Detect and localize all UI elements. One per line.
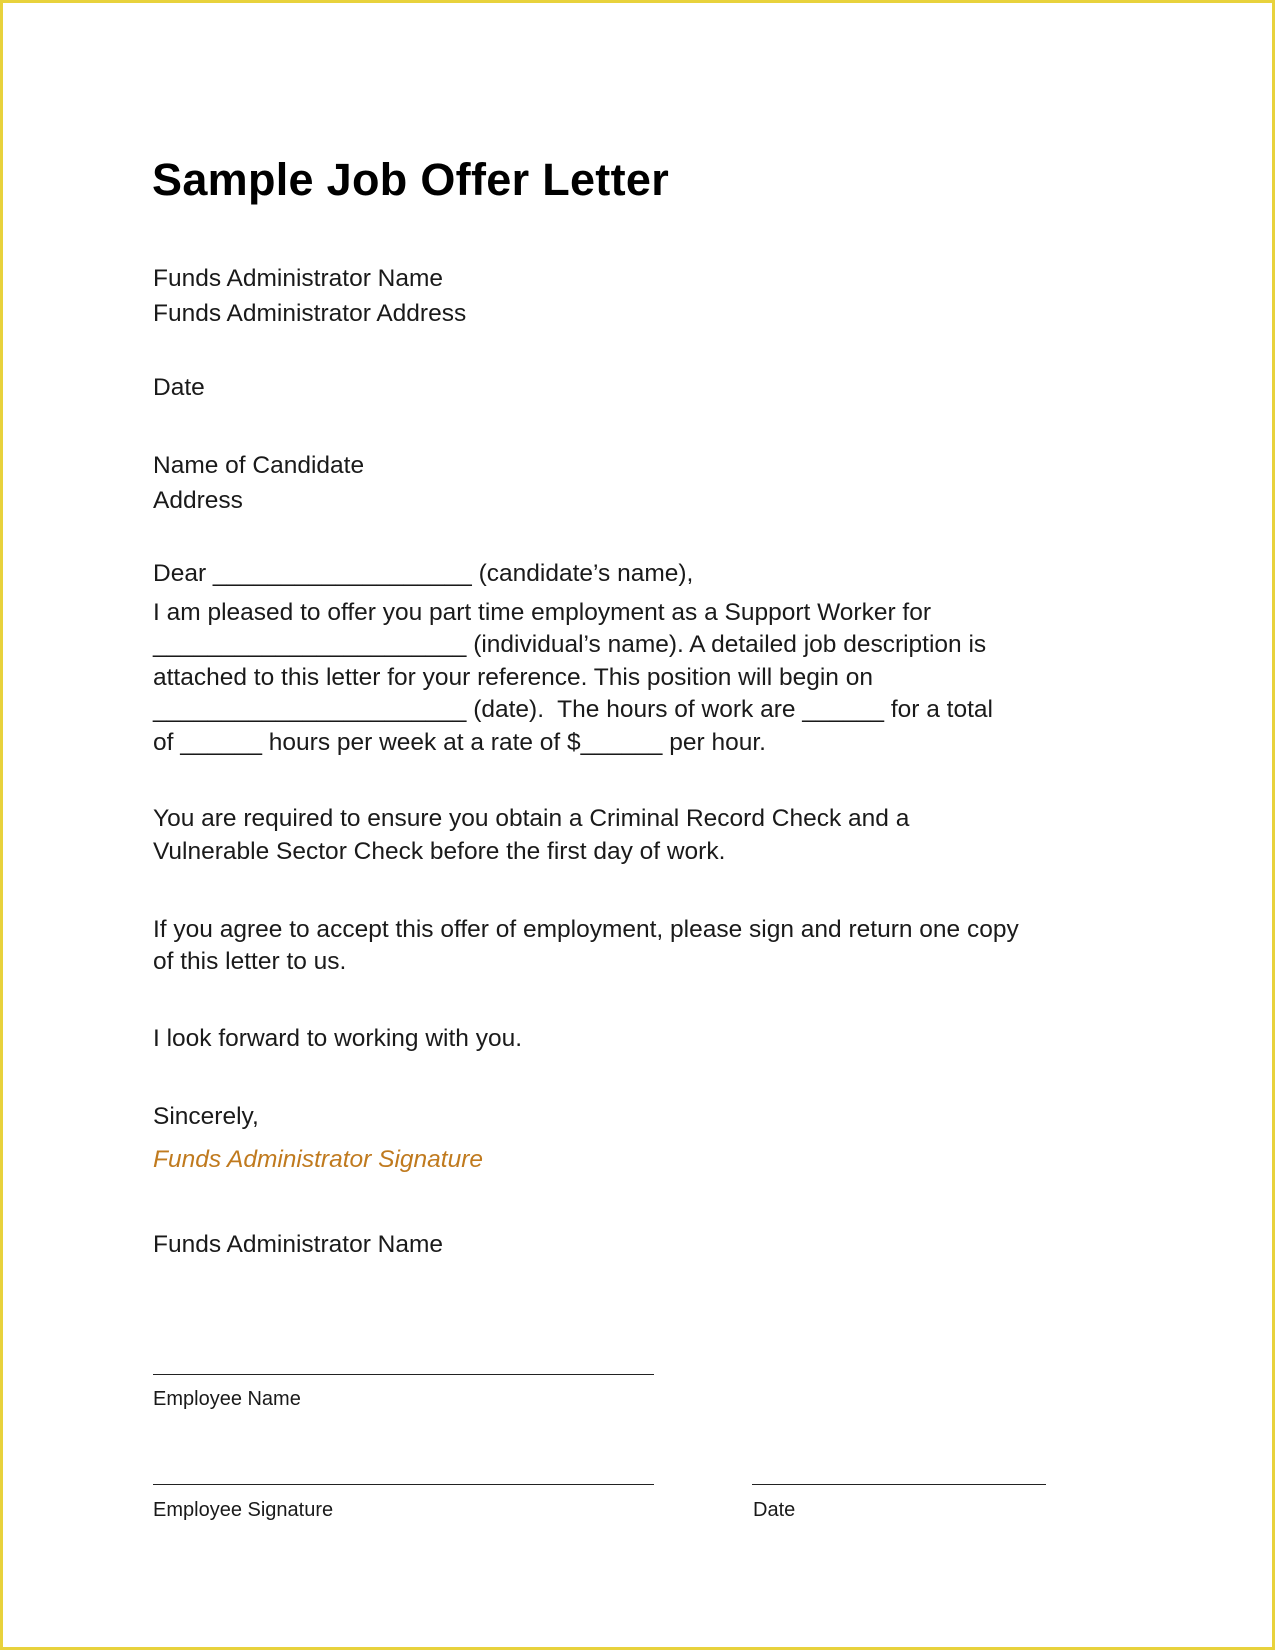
employee-signature-label: Employee Signature bbox=[153, 1499, 334, 1521]
employee-name-label: Employee Name bbox=[153, 1388, 301, 1410]
sender-name: Funds Administrator Name bbox=[153, 265, 444, 292]
body-p1-line-3: attached to this letter for your reference. This position will begin on bbox=[153, 664, 873, 691]
body-p3-line-2: of this letter to us. bbox=[153, 948, 347, 975]
body-p1-line-2: _______________________ (individual’s name). A detailed job description is bbox=[153, 631, 987, 658]
page-title: Sample Job Offer Letter bbox=[152, 154, 670, 205]
sender-address: Funds Administrator Address bbox=[153, 300, 467, 327]
body-p1-line-1: I am pleased to offer you part time employment as a Support Worker for bbox=[153, 599, 932, 626]
date-signature-line[interactable] bbox=[752, 1484, 1046, 1485]
signature-placeholder: Funds Administrator Signature bbox=[153, 1146, 483, 1173]
body-p2-line-2: Vulnerable Sector Check before the first day of work. bbox=[153, 838, 726, 865]
date-field-label: Date bbox=[753, 1499, 796, 1521]
signer-name: Funds Administrator Name bbox=[153, 1231, 444, 1258]
closing: Sincerely, bbox=[153, 1103, 259, 1130]
salutation: Dear ___________________ (candidate’s name), bbox=[153, 560, 694, 587]
body-p1-line-5: of ______ hours per week at a rate of $______ per hour. bbox=[153, 729, 766, 756]
body-p4: I look forward to working with you. bbox=[153, 1025, 523, 1052]
date-line: Date bbox=[153, 374, 205, 401]
body-p3-line-1: If you agree to accept this offer of employment, please sign and return one copy bbox=[153, 916, 1019, 943]
body-p2-line-1: You are required to ensure you obtain a Criminal Record Check and a bbox=[153, 805, 910, 832]
employee-name-line[interactable] bbox=[153, 1374, 654, 1375]
recipient-name: Name of Candidate bbox=[153, 452, 365, 479]
recipient-address: Address bbox=[153, 487, 243, 514]
body-p1-line-4: _______________________ (date). The hours of work are ______ for a total bbox=[153, 696, 993, 723]
employee-signature-line[interactable] bbox=[153, 1484, 654, 1485]
